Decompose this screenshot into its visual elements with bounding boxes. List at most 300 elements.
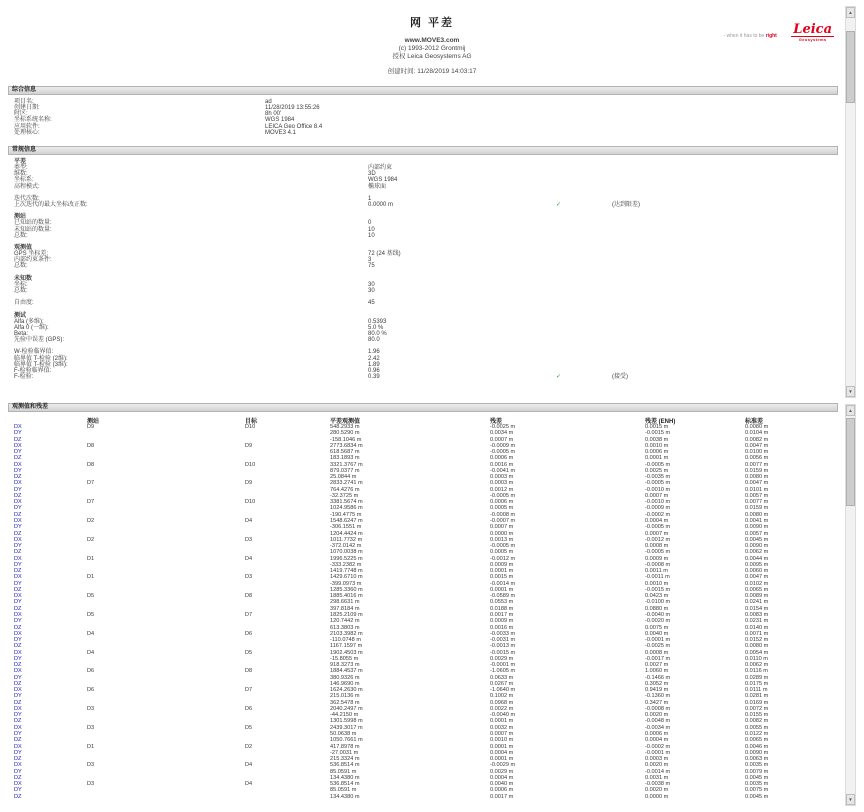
component-link[interactable]: DX: [14, 724, 22, 731]
field-label: 测站: [14, 214, 27, 221]
residual-enh-cell: 0.0008 m: [645, 649, 669, 656]
std-deviation-cell: 0.0046 m: [745, 743, 769, 750]
top-pane-scrollbar[interactable]: [845, 6, 856, 398]
target-cell: D6: [245, 705, 253, 712]
field-value: 11/28/2019 13:55:26: [265, 105, 320, 112]
component-link[interactable]: DY: [14, 787, 22, 794]
residual-enh-cell: 0.0004 m: [645, 517, 669, 524]
residual-cell: 0.0016 m: [490, 624, 514, 631]
residual-cell: -0.0013 m: [490, 643, 516, 650]
component-link[interactable]: DY: [14, 561, 22, 568]
residual-cell: -0.0005 m: [490, 543, 516, 550]
section-header-observations-residuals: [8, 403, 838, 412]
adjusted-observation-cell: 1070.0038 m: [330, 549, 363, 556]
std-deviation-cell: 0.0044 m: [745, 555, 769, 562]
station-cell: D6: [87, 687, 95, 694]
check-icon: ✓: [556, 373, 562, 380]
residual-enh-cell: 0.0040 m: [645, 630, 669, 637]
component-link[interactable]: DZ: [14, 455, 22, 462]
component-link[interactable]: DY: [14, 768, 22, 775]
component-link[interactable]: DZ: [14, 511, 22, 518]
std-deviation-cell: 0.0062 m: [745, 662, 769, 669]
col-residual-enh: 残差 (ENH): [645, 419, 676, 425]
component-link[interactable]: DZ: [14, 530, 22, 537]
residual-cell: -1.0605 m: [490, 668, 516, 675]
scrollbar-thumb[interactable]: [846, 418, 855, 506]
target-cell: D3: [245, 536, 253, 543]
residual-enh-cell: 0.0020 m: [645, 762, 669, 769]
component-link[interactable]: DX: [14, 743, 22, 750]
residual-enh-cell: 0.0010 m: [645, 580, 669, 587]
field-label: F-检验临界值:: [14, 367, 52, 374]
component-link[interactable]: DZ: [14, 737, 22, 744]
std-deviation-cell: 0.0057 m: [745, 530, 769, 537]
station-cell: D1: [87, 555, 95, 562]
field-value: 10: [368, 226, 375, 233]
leica-logo-subtext: Geosystems: [798, 37, 827, 42]
std-deviation-cell: 0.0175 m: [745, 680, 769, 687]
adjusted-observation-cell: 1429.6710 m: [330, 574, 363, 581]
field-label: 项目名:: [14, 99, 34, 105]
adjusted-observation-cell: -15.8055 m: [330, 655, 359, 662]
residual-enh-cell: 0.0007 m: [645, 530, 669, 537]
std-deviation-cell: 0.0062 m: [745, 549, 769, 556]
field-value: 45: [368, 300, 375, 307]
std-deviation-cell: 0.0056 m: [745, 455, 769, 462]
field-value: 10: [368, 232, 375, 239]
residual-enh-cell: 0.0001 m: [645, 455, 669, 462]
adjusted-observation-cell: 879.0377 m: [330, 467, 360, 474]
station-cell: D3: [87, 724, 95, 731]
residual-enh-cell: 0.0015 m: [645, 424, 669, 430]
residual-cell: 0.0009 m: [490, 618, 514, 625]
target-cell: D7: [245, 611, 253, 618]
std-deviation-cell: 0.0054 m: [745, 649, 769, 656]
residual-enh-cell: -0.0025 m: [645, 643, 671, 650]
adjusted-observation-cell: 1050.7661 m: [330, 737, 363, 744]
scroll-down-button[interactable]: ▼: [846, 386, 855, 397]
field-label: 创建日期:: [14, 105, 40, 112]
field-value: 3D: [368, 171, 376, 178]
component-link[interactable]: DX: [14, 480, 22, 487]
component-link[interactable]: DX: [14, 536, 22, 543]
scroll-down-button[interactable]: ▼: [846, 794, 855, 805]
std-deviation-cell: 0.0281 m: [745, 693, 769, 700]
field-label: 临界值 T-检验 (2维):: [14, 355, 68, 362]
residual-cell: 0.0001 m: [490, 756, 514, 763]
std-deviation-cell: 0.0045 m: [745, 536, 769, 543]
residual-cell: -0.0041 m: [490, 467, 516, 474]
residual-enh-cell: 0.3052 m: [645, 680, 669, 687]
component-link[interactable]: DZ: [14, 436, 22, 443]
component-link[interactable]: DY: [14, 505, 22, 512]
std-deviation-cell: 0.0155 m: [745, 712, 769, 719]
field-value: 1.96: [368, 349, 380, 356]
adjusted-observation-cell: 1301.5998 m: [330, 718, 363, 725]
component-link[interactable]: DX: [14, 442, 22, 449]
adjusted-observation-cell: 536.8514 m: [330, 762, 360, 769]
field-label: 内部约束条件:: [14, 257, 52, 264]
target-cell: D10: [245, 424, 256, 430]
std-deviation-cell: 0.0080 m: [745, 643, 769, 650]
adjusted-observation-cell: 215.3324 m: [330, 756, 360, 763]
component-link[interactable]: DZ: [14, 680, 22, 687]
field-label: 先验中误差 (GPS):: [14, 337, 65, 344]
field-label: 临界值 T-检验 (3维):: [14, 361, 68, 368]
station-cell: D3: [87, 762, 95, 769]
residual-enh-cell: 0.3427 m: [645, 699, 669, 706]
adjusted-observation-cell: 215.0136 m: [330, 693, 360, 700]
component-link[interactable]: DX: [14, 593, 22, 600]
std-deviation-cell: 0.0047 m: [745, 480, 769, 487]
component-link[interactable]: DY: [14, 749, 22, 756]
residual-cell: -0.0025 m: [490, 424, 516, 430]
station-cell: D7: [87, 480, 95, 487]
residual-enh-cell: 0.0010 m: [645, 442, 669, 449]
component-link[interactable]: DY: [14, 637, 22, 644]
test-result-note: (达到限差): [612, 201, 640, 208]
residual-cell: -0.0014 m: [490, 580, 516, 587]
component-link[interactable]: DY: [14, 449, 22, 456]
residual-cell: 0.0005 m: [490, 505, 514, 512]
residual-cell: 0.0004 m: [490, 774, 514, 781]
component-link[interactable]: DZ: [14, 568, 22, 575]
residual-cell: 0.0034 m: [490, 430, 514, 437]
residual-enh-cell: 0.0003 m: [645, 756, 669, 763]
residual-enh-cell: -0.0010 m: [645, 486, 671, 493]
std-deviation-cell: 0.0090 m: [745, 749, 769, 756]
field-value: 0.5393: [368, 318, 387, 325]
field-label: 自由度:: [14, 300, 34, 307]
component-link[interactable]: DX: [14, 555, 22, 562]
component-link[interactable]: DX: [14, 517, 22, 524]
residual-enh-cell: -0.0002 m: [645, 511, 671, 518]
station-cell: D2: [87, 517, 95, 524]
residual-cell: 0.0007 m: [490, 731, 514, 738]
std-deviation-cell: 0.0065 m: [745, 737, 769, 744]
std-deviation-cell: 0.0082 m: [745, 718, 769, 725]
section-header-adjustment-info: [8, 146, 838, 155]
residual-enh-cell: 0.0075 m: [645, 624, 669, 631]
residual-cell: 0.0267 m: [490, 680, 514, 687]
col-adjusted-observation: 平差观测值: [330, 419, 361, 425]
residual-cell: -0.0589 m: [490, 593, 516, 600]
residual-cell: 0.0001 m: [490, 568, 514, 575]
component-link[interactable]: DX: [14, 461, 22, 468]
residual-enh-cell: 0.0011 m: [645, 568, 668, 575]
component-link[interactable]: DY: [14, 524, 22, 531]
residual-enh-cell: -0.0040 m: [645, 611, 671, 618]
component-link[interactable]: DY: [14, 580, 22, 587]
adjusted-observation-cell: 1902.4503 m: [330, 649, 363, 656]
adjusted-observation-cell: 2103.3982 m: [330, 630, 363, 637]
residual-enh-cell: 0.0007 m: [645, 492, 669, 499]
observations-table-body: [0, 424, 838, 812]
adjusted-observation-cell: 2040.2497 m: [330, 705, 363, 712]
component-link[interactable]: DY: [14, 674, 22, 681]
residual-cell: 0.0003 m: [490, 480, 514, 487]
residual-cell: 0.0006 m: [490, 455, 514, 462]
station-cell: [87, 794, 245, 800]
residual-enh-cell: -0.0048 m: [645, 718, 671, 725]
component-link[interactable]: DX: [14, 649, 22, 656]
residual-enh-cell: -0.0034 m: [645, 724, 671, 731]
component-link[interactable]: DX: [14, 668, 22, 675]
field-value: 80.0 %: [368, 330, 387, 337]
residual-cell: 0.0015 m: [490, 574, 514, 581]
residual-enh-cell: 0.9419 m: [645, 687, 669, 694]
station-cell: D9: [87, 424, 95, 430]
residual-enh-cell: -0.0038 m: [645, 781, 671, 788]
target-cell: D3: [245, 574, 253, 581]
adjusted-observation-cell: 25.0844 m: [330, 474, 357, 481]
residual-enh-cell: -0.0009 m: [645, 505, 671, 512]
residual-enh-cell: 0.0423 m: [645, 593, 669, 600]
residual-cell: 0.0016 m: [490, 461, 514, 468]
station-cell: D3: [87, 705, 95, 712]
residual-cell: 0.0188 m: [490, 605, 514, 612]
field-label: Beta:: [14, 330, 29, 337]
residual-cell: -0.0001 m: [490, 662, 516, 669]
station-cell: D8: [87, 442, 95, 449]
residual-cell: 0.0001 m: [490, 586, 514, 593]
component-link[interactable]: DY: [14, 712, 22, 719]
adjusted-observation-cell: 1285.3360 m: [330, 586, 363, 593]
component-link[interactable]: DZ: [14, 586, 22, 593]
std-deviation-cell: 0.0065 m: [745, 586, 769, 593]
component-link[interactable]: DZ: [14, 662, 22, 669]
residual-enh-cell: 0.0038 m: [645, 436, 669, 443]
component-link[interactable]: DZ: [14, 774, 22, 781]
residual-cell: 0.0017 m: [490, 793, 514, 800]
std-deviation-cell: 0.0116 m: [745, 668, 768, 675]
target-cell: D9: [245, 480, 253, 487]
residual-enh-cell: 0.0004 m: [645, 737, 669, 744]
adjusted-observation-cell: 1884.4537 m: [330, 668, 363, 675]
field-label: 已知站的数量:: [14, 220, 52, 227]
residual-cell: 0.0001 m: [490, 718, 514, 725]
adjusted-observation-cell: 1011.7732 m: [330, 536, 363, 543]
component-link[interactable]: DY: [14, 543, 22, 550]
component-link[interactable]: DZ: [14, 793, 22, 800]
std-deviation-cell: 0.0077 m: [745, 499, 769, 506]
residual-enh-cell: -0.0005 m: [645, 549, 671, 556]
residual-enh-cell: -0.0002 m: [645, 743, 671, 750]
leica-tagline: - when it has to be right: [723, 33, 777, 40]
field-label: 时区:: [14, 111, 28, 118]
component-link[interactable]: DX: [14, 762, 22, 769]
section-title: 观测值和残差: [12, 404, 49, 410]
field-value: WGS 1984: [368, 177, 398, 184]
residual-enh-cell: 0.0025 m: [645, 467, 669, 474]
page-title: 网 平差: [409, 17, 455, 29]
component-link[interactable]: DZ: [14, 643, 22, 650]
component-link[interactable]: DX: [14, 705, 22, 712]
station-cell: D3: [87, 781, 95, 788]
std-deviation-cell: 0.0159 m: [745, 505, 769, 512]
adjusted-observation-cell: 536.8514 m: [330, 781, 360, 788]
residual-enh-cell: 0.0027 m: [645, 662, 669, 669]
residual-enh-cell: 0.0006 m: [645, 731, 669, 738]
residual-enh-cell: 0.0008 m: [645, 543, 669, 550]
adjusted-observation-cell: -110.0748 m: [330, 637, 361, 644]
std-deviation-cell: 0.0104 m: [745, 430, 769, 437]
scrollbar-thumb[interactable]: [846, 31, 855, 103]
residual-cell: 0.0007 m: [490, 524, 514, 531]
std-deviation-cell: 0.0231 m: [745, 618, 769, 625]
adjusted-observation-cell: -333.2382 m: [330, 561, 362, 568]
field-label: 类型:: [14, 165, 28, 172]
adjusted-observation-cell: 298.6631 m: [330, 599, 360, 606]
field-value: LEICA Geo Office 8.4: [265, 123, 323, 130]
component-link[interactable]: DZ: [14, 699, 22, 706]
field-value: WGS 1984: [265, 117, 295, 124]
residual-cell: 0.0013 m: [490, 536, 514, 543]
target-cell: D4: [245, 781, 253, 788]
scroll-up-button[interactable]: ▲: [846, 7, 855, 18]
field-value: 80.0: [368, 337, 380, 344]
residual-enh-cell: -0.0008 m: [645, 705, 671, 712]
col-station: 测站: [87, 419, 100, 425]
section-title: 综合信息: [12, 87, 37, 93]
component-link[interactable]: DZ: [14, 605, 22, 612]
adjusted-observation-cell: 146.9690 m: [330, 680, 360, 687]
adjusted-observation-cell: 618.5687 m: [330, 449, 360, 456]
component-link[interactable]: DY: [14, 430, 22, 437]
copyright-line: (c) 1993-2012 Grontmij: [398, 45, 466, 52]
component-link[interactable]: DX: [14, 424, 22, 430]
field-label: 未知数: [14, 275, 33, 282]
adjusted-observation-cell: -190.4775 m: [330, 511, 362, 518]
std-deviation-cell: 0.0102 m: [745, 580, 769, 587]
scroll-up-button[interactable]: ▲: [846, 405, 855, 416]
residual-enh-cell: -0.0005 m: [645, 480, 671, 487]
field-label: W-检验临界值:: [14, 349, 54, 356]
residual-enh-cell: -0.0005 m: [645, 524, 671, 531]
component-link[interactable]: DZ: [14, 756, 22, 763]
residual-cell: 0.0010 m: [490, 737, 514, 744]
target-cell: D5: [245, 724, 253, 731]
component-link[interactable]: DY: [14, 599, 22, 606]
residual-enh-cell: 1.0060 m: [645, 668, 669, 675]
component-link[interactable]: DZ: [14, 549, 22, 556]
component-link[interactable]: DY: [14, 486, 22, 493]
component-link[interactable]: DZ: [14, 474, 22, 481]
adjusted-observation-cell: 1624.2630 m: [330, 687, 363, 694]
residual-cell: 0.0633 m: [490, 674, 514, 681]
col-residual: 残差: [490, 419, 503, 425]
component-link[interactable]: DZ: [14, 492, 22, 499]
std-deviation-cell: 0.0072 m: [745, 705, 769, 712]
std-deviation-cell: 0.0071 m: [745, 630, 769, 637]
field-value: 内部约束: [368, 165, 393, 172]
residual-enh-cell: -0.0035 m: [645, 474, 671, 481]
tagline-accent: right: [765, 33, 777, 40]
target-cell: D4: [245, 762, 253, 769]
component-link[interactable]: DY: [14, 655, 22, 662]
license-line: 授权 Leica Geosystems AG: [392, 53, 472, 60]
residual-cell: 0.0005 m: [490, 549, 514, 556]
component-link[interactable]: DX: [14, 611, 22, 618]
test-result-note: (接受): [612, 373, 628, 380]
component-link[interactable]: DY: [14, 618, 22, 625]
field-label: 观测值: [14, 244, 33, 251]
std-deviation-cell: 0.0045 m: [745, 793, 769, 800]
adjusted-observation-cell: 764.4276 m: [330, 486, 360, 493]
residual-enh-cell: -0.0015 m: [645, 586, 671, 593]
component-link[interactable]: DZ: [14, 624, 22, 631]
adjusted-observation-cell: 548.2933 m: [330, 424, 360, 430]
std-deviation-cell: 0.0082 m: [745, 436, 769, 443]
component-link[interactable]: DZ: [14, 718, 22, 725]
created-timestamp: 创建时间: 11/28/2019 14:03:17: [387, 68, 477, 75]
component-link[interactable]: DX: [14, 781, 22, 788]
adjusted-observation-cell: 1204.4424 m: [330, 530, 363, 537]
residual-enh-cell: -0.0100 m: [645, 599, 671, 606]
residual-cell: 0.1002 m: [490, 693, 514, 700]
col-std-deviation: 标准差: [745, 419, 764, 425]
target-cell: D8: [245, 593, 253, 600]
component-link[interactable]: DY: [14, 693, 22, 700]
field-value: 1: [368, 195, 372, 202]
field-label: Alfa (多维):: [14, 318, 44, 325]
field-label: 高程模式:: [14, 183, 40, 190]
report-header: [0, 14, 864, 76]
adjusted-observation-cell: -44.2150 m: [330, 712, 359, 719]
component-link[interactable]: DX: [14, 499, 22, 506]
residual-enh-cell: -0.1466 m: [645, 674, 671, 681]
component-link[interactable]: DX: [14, 630, 22, 637]
residual-enh-cell: 0.0020 m: [645, 787, 669, 794]
station-cell: D2: [87, 536, 95, 543]
std-deviation-cell: 0.0075 m: [745, 787, 769, 794]
std-deviation-cell: 0.0095 m: [745, 561, 769, 568]
std-deviation-cell: 0.0047 m: [745, 574, 769, 581]
adjusted-observation-cell: 3321.3767 m: [330, 461, 363, 468]
std-deviation-cell: 0.0080 m: [745, 424, 769, 430]
target-cell: D4: [245, 517, 253, 524]
adjusted-observation-cell: 1167.1597 m: [330, 643, 363, 650]
adjusted-observation-cell: 1419.7748 m: [330, 568, 363, 575]
residual-cell: 0.0029 m: [490, 655, 514, 662]
adjusted-observation-cell: 613.3803 m: [330, 624, 360, 631]
residual-enh-cell: -0.0008 m: [645, 561, 671, 568]
std-deviation-cell: 0.0140 m: [745, 624, 769, 631]
component-link[interactable]: DY: [14, 731, 22, 738]
residual-cell: 0.0040 m: [490, 781, 514, 788]
adjusted-observation-cell: 1885.4016 m: [330, 593, 363, 600]
field-label: 坐标系统名称:: [14, 117, 52, 124]
table-row: [0, 794, 838, 800]
std-deviation-cell: 0.0289 m: [745, 674, 769, 681]
std-deviation-cell: 0.0152 m: [745, 637, 769, 644]
residual-cell: 0.0017 m: [490, 611, 514, 618]
residual-enh-cell: -0.0001 m: [645, 637, 671, 644]
adjusted-observation-cell: 85.0591 m: [330, 768, 357, 775]
std-deviation-cell: 0.0080 m: [745, 511, 769, 518]
col-target: 目标: [245, 419, 258, 425]
component-link[interactable]: DY: [14, 467, 22, 474]
residual-cell: -0.0029 m: [490, 762, 516, 769]
component-link[interactable]: DX: [14, 574, 22, 581]
component-link[interactable]: DX: [14, 687, 22, 694]
adjusted-observation-cell: 918.3273 m: [330, 662, 360, 669]
field-value: MOVE3 4.1: [265, 129, 297, 136]
std-deviation-cell: 0.0090 m: [745, 524, 769, 531]
table-pane-scrollbar[interactable]: [845, 404, 856, 806]
target-cell: D6: [245, 630, 253, 637]
residual-cell: -0.0031 m: [490, 637, 516, 644]
